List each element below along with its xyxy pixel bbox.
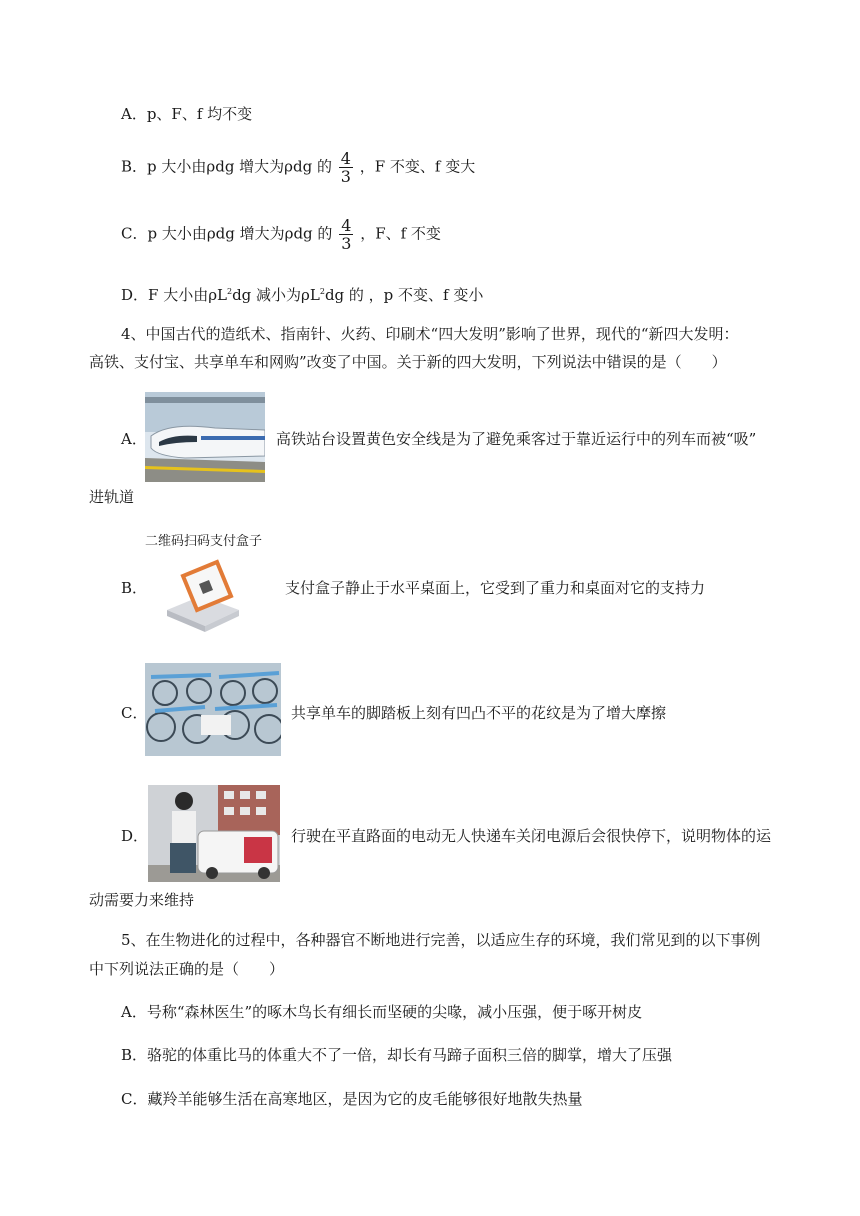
delivery-vehicle-image <box>148 785 280 882</box>
q4-option-a-label: A． <box>121 430 147 448</box>
q5-option-c: C．藏羚羊能够生活在高寒地区，是因为它的皮毛能够很好地散失热量 <box>121 1090 583 1108</box>
q4-option-a-text: 高铁站台设置黄色安全线是为了避免乘客过于靠近运行中的列车而被“吸” <box>276 430 757 448</box>
q3-option-a: A．p、F、f 均不变 <box>121 105 253 123</box>
q4-option-c-label: C． <box>121 704 148 722</box>
train-icon <box>145 392 265 482</box>
bicycle-icon <box>145 663 281 756</box>
high-speed-train-image <box>145 392 265 482</box>
fraction-denominator: 3 <box>340 167 351 186</box>
fraction-denominator: 3 <box>341 234 352 253</box>
q4-option-b-text: 支付盒子静止于水平桌面上，它受到了重力和桌面对它的支持力 <box>285 579 706 597</box>
q5-stem-line1: 5、在生物进化的过程中，各种器官不断地进行完善，以适应生存的环境，我们常见到的以下事例 <box>121 931 761 949</box>
q5-option-b: B．骆驼的体重比马的体重大不了一倍，却长有马蹄子面积三倍的脚掌，增大了压强 <box>121 1046 673 1064</box>
qr-scanner-box-icon <box>161 552 241 632</box>
q3-option-d-text-mid: dg 减小为ρL <box>232 286 320 304</box>
q3-option-b <box>121 150 475 185</box>
q3-option-d <box>121 281 483 306</box>
q4-stem-line1: 4、中国古代的造纸术、指南针、火药、印刷术“四大发明”影响了世界，现代的“新四大发明： <box>121 325 739 343</box>
fraction-numerator: 4 <box>340 149 351 168</box>
q4-option-b-label: B． <box>121 579 148 597</box>
q4-option-a-text-cont: 进轨道 <box>89 488 135 506</box>
q3-option-b-text-end: ，F 不变、f 变大 <box>359 157 476 176</box>
fraction-numerator: 4 <box>341 216 352 235</box>
q3-option-c-text: C．p 大小由ρdg 增大为ρdg 的 <box>121 224 333 243</box>
q4-option-c-text: 共享单车的脚踏板上刻有凹凸不平的花纹是为了增大摩擦 <box>291 704 667 722</box>
q3-option-c <box>121 217 441 252</box>
superscript: 2 <box>319 287 325 296</box>
q4-option-d-text-cont: 动需要力来维持 <box>89 891 195 909</box>
q4-stem-line2: 高铁、支付宝、共享单车和网购”改变了中国。关于新的四大发明，下列说法中错误的是（ ） <box>89 353 727 371</box>
q4-option-d-text: 行驶在平直路面的电动无人快递车关闭电源后会很快停下，说明物体的运 <box>291 827 772 845</box>
q5-stem-line2: 中下列说法正确的是（ ） <box>89 960 285 978</box>
q3-option-d-text: D．F 大小由ρL <box>121 286 227 304</box>
q3-option-b-text: B．p 大小由ρdg 增大为ρdg 的 <box>121 157 332 176</box>
payment-box-caption: 二维码扫码支付盒子 <box>145 534 263 549</box>
q4-option-d-label: D． <box>121 827 149 845</box>
payment-box-image <box>161 552 241 632</box>
q3-option-d-text-end: dg 的 ，p 不变、f 变小 <box>324 286 484 304</box>
q5-option-a: A．号称“森林医生”的啄木鸟长有细长而坚硬的尖喙，减小压强，便于啄开树皮 <box>121 1003 643 1021</box>
fraction-four-thirds <box>339 150 353 185</box>
fraction-four-thirds <box>339 217 353 252</box>
superscript: 2 <box>226 287 233 296</box>
shared-bikes-image <box>145 663 281 756</box>
delivery-robot-icon <box>148 785 280 882</box>
q3-option-c-text-end: ，F、f 不变 <box>360 224 441 243</box>
